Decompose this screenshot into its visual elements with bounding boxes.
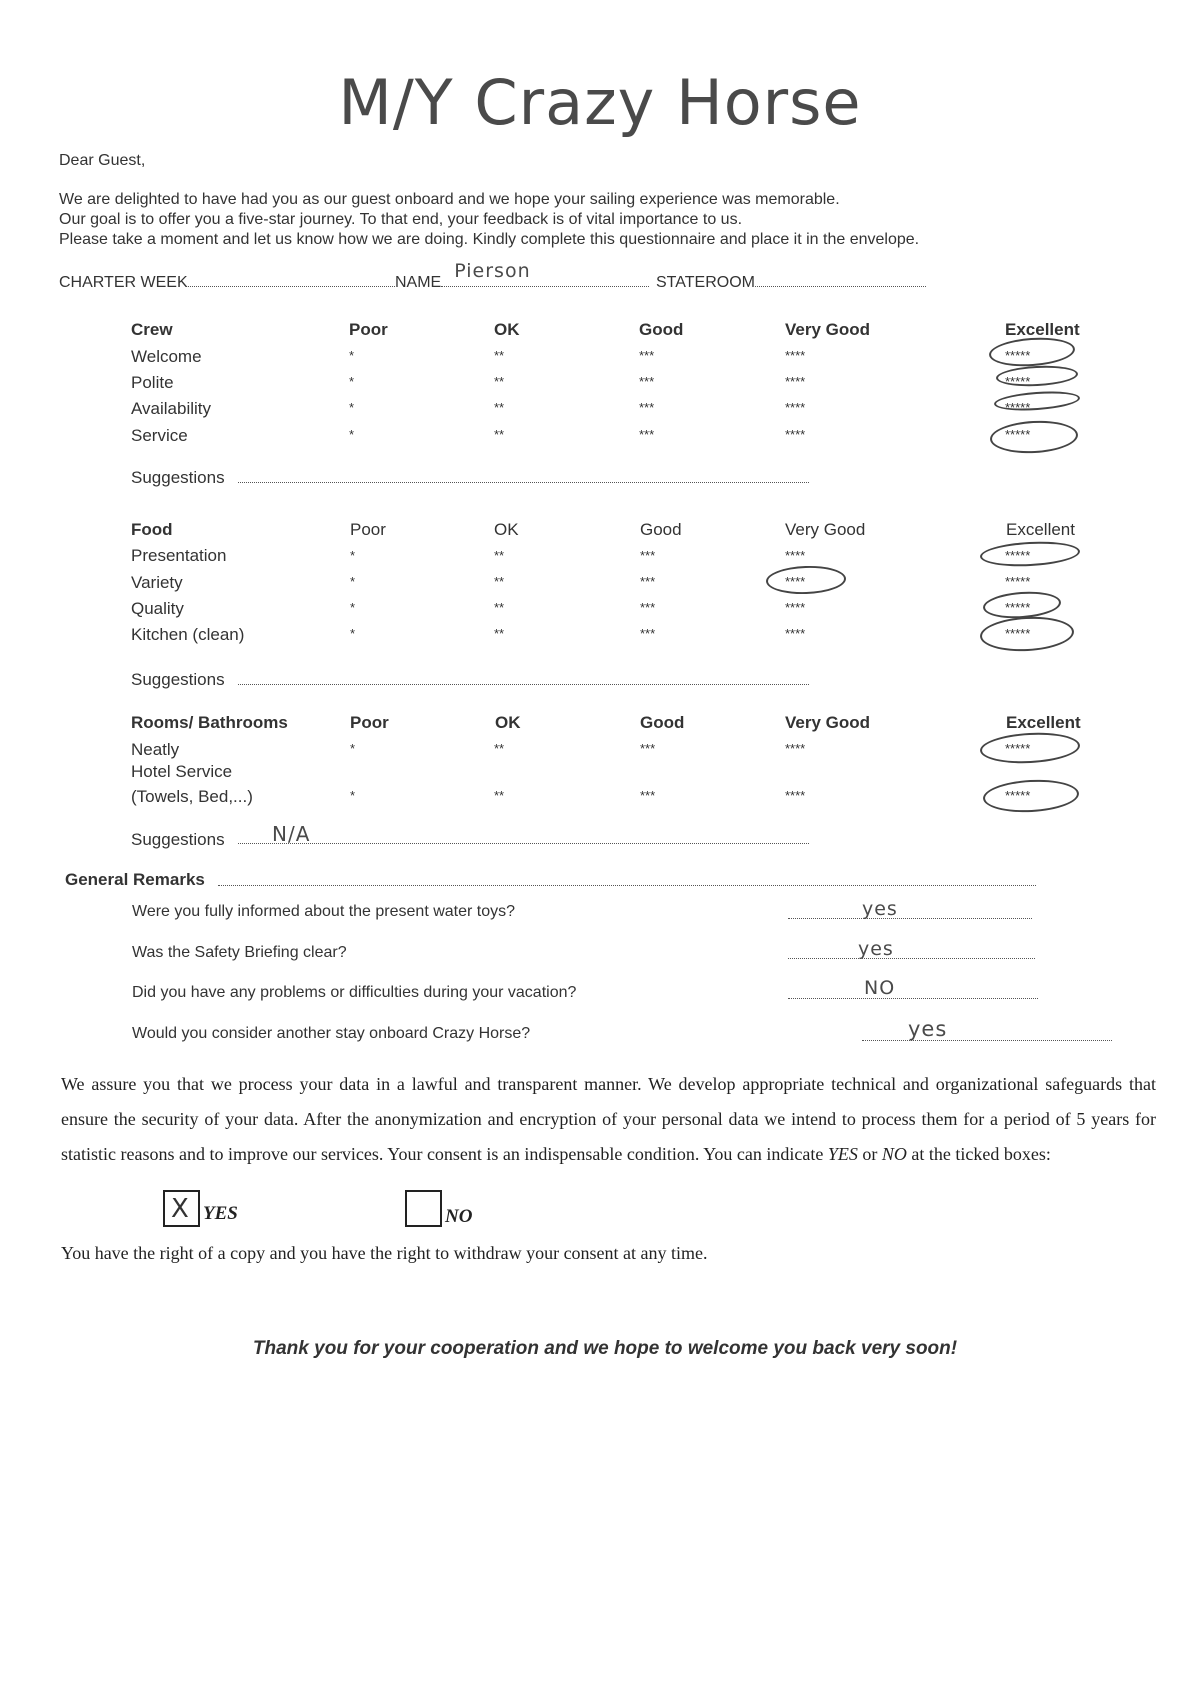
- star-option[interactable]: ***: [639, 400, 655, 415]
- selection-circle: [989, 419, 1079, 456]
- star-option[interactable]: **: [494, 574, 505, 589]
- answer-another-stay: yes: [908, 1017, 948, 1041]
- crew-row-service: Service: [131, 426, 188, 445]
- name-label: NAME: [395, 274, 442, 291]
- rooms-suggestions-input[interactable]: [238, 843, 809, 844]
- star-option[interactable]: *****: [1005, 741, 1031, 756]
- col-ok: OK: [494, 320, 520, 339]
- star-option[interactable]: *: [349, 427, 355, 442]
- check-mark: X: [171, 1194, 190, 1224]
- rooms-row-hotel-service-sub: (Towels, Bed,...): [131, 787, 253, 806]
- data-consent-text: [61, 1067, 1156, 1172]
- col-very-good: Very Good: [785, 713, 871, 732]
- star-option[interactable]: ****: [785, 788, 806, 803]
- star-option[interactable]: ***: [640, 626, 656, 641]
- star-option[interactable]: **: [494, 548, 505, 563]
- consent-yes-checkbox[interactable]: [163, 1190, 200, 1227]
- star-option[interactable]: *: [350, 626, 356, 641]
- crew-row-polite: Polite: [131, 373, 174, 392]
- star-option[interactable]: *: [350, 600, 356, 615]
- intro-line: Please take a moment and let us know how we are doing. Kindly complete this questionnaire and place it in the envelope.: [59, 231, 920, 248]
- food-row-kitchen: Kitchen (clean): [131, 625, 245, 644]
- food-row-presentation: Presentation: [131, 546, 227, 565]
- stateroom-field[interactable]: [656, 272, 926, 292]
- consent-or-word: or: [862, 1144, 878, 1164]
- col-very-good: Very Good: [785, 520, 866, 539]
- answer-safety-briefing: yes: [858, 938, 894, 960]
- consent-no-word: NO: [881, 1144, 907, 1164]
- answer-problems: NO: [864, 977, 896, 999]
- star-option[interactable]: *****: [1005, 400, 1031, 415]
- food-row-variety: Variety: [131, 573, 183, 592]
- thank-you-note: Thank you for your cooperation and we hope to welcome you back very soon!: [252, 1338, 958, 1359]
- col-good: Good: [640, 520, 682, 539]
- consent-paragraph: We assure you that we process your data in a lawful and transparent manner. We develop appropriate technical and organizational safeguards that ensure the security of your data. After the anonymization and encryption of your personal data we intend to process them for a period of 5 years for statistic reasons and to improve our services. Your consent is an indispensable condition. You can indicate: [61, 1074, 1156, 1164]
- crew-section-title: Crew: [131, 320, 173, 339]
- name-field[interactable]: [395, 260, 649, 292]
- crew-suggestions-input[interactable]: [238, 482, 809, 483]
- question-water-toys: Were you fully informed about the present water toys?: [132, 903, 516, 920]
- star-option[interactable]: ***: [639, 374, 655, 389]
- answer-line[interactable]: [862, 1040, 1112, 1041]
- star-option[interactable]: *: [350, 788, 356, 803]
- star-option[interactable]: *****: [1005, 427, 1031, 442]
- stateroom-label: STATEROOM: [656, 274, 755, 291]
- star-option[interactable]: **: [494, 788, 505, 803]
- star-option[interactable]: ****: [785, 400, 806, 415]
- consent-tail: at the ticked boxes:: [911, 1144, 1051, 1164]
- food-suggestions-label: Suggestions: [131, 670, 225, 689]
- consent-yes-label: YES: [203, 1203, 238, 1224]
- star-option[interactable]: ***: [639, 427, 655, 442]
- selection-circle: [988, 335, 1076, 369]
- star-option[interactable]: ***: [640, 788, 656, 803]
- selection-circle: [766, 565, 847, 596]
- star-option[interactable]: ****: [785, 574, 806, 589]
- answer-line[interactable]: [788, 958, 1035, 959]
- selection-circle: [982, 778, 1080, 815]
- star-option[interactable]: *****: [1005, 600, 1031, 615]
- general-remarks-input[interactable]: [218, 885, 1036, 886]
- intro-line: Our goal is to offer you a five-star journey. To that end, your feedback is of vital importance to us.: [59, 211, 743, 228]
- question-another-stay: Would you consider another stay onboard Crazy Horse?: [132, 1025, 531, 1042]
- col-excellent: Excellent: [1006, 520, 1075, 539]
- crew-suggestions-label: Suggestions: [131, 468, 225, 487]
- name-input[interactable]: [441, 260, 649, 287]
- greeting: Dear Guest,: [59, 152, 146, 169]
- stateroom-input[interactable]: [755, 272, 926, 287]
- charter-week-field[interactable]: [59, 272, 395, 292]
- star-option[interactable]: *****: [1005, 574, 1031, 589]
- star-option[interactable]: *: [349, 400, 355, 415]
- star-option[interactable]: ****: [785, 600, 806, 615]
- col-excellent: Excellent: [1005, 320, 1080, 339]
- star-option[interactable]: *: [350, 574, 356, 589]
- consent-no-checkbox[interactable]: [405, 1190, 442, 1227]
- name-value: Pierson: [454, 260, 531, 282]
- selection-circle: [996, 364, 1079, 388]
- star-option[interactable]: ***: [640, 741, 656, 756]
- col-poor: Poor: [350, 520, 386, 539]
- selection-circle: [979, 730, 1080, 765]
- question-problems: Did you have any problems or difficulties during your vacation?: [132, 984, 577, 1001]
- star-option[interactable]: *****: [1005, 548, 1031, 563]
- col-excellent: Excellent: [1006, 713, 1081, 732]
- rooms-row-hotel-service: Hotel Service: [131, 762, 233, 781]
- consent-no-label: NO: [445, 1206, 473, 1227]
- star-option[interactable]: *: [350, 548, 356, 563]
- star-option[interactable]: ****: [785, 348, 806, 363]
- star-option[interactable]: ****: [785, 374, 806, 389]
- star-option[interactable]: *****: [1005, 348, 1031, 363]
- rooms-row-neatly: Neatly: [131, 740, 180, 759]
- answer-water-toys: yes: [862, 898, 898, 920]
- intro-text: [59, 190, 919, 250]
- selection-circle: [993, 389, 1080, 413]
- star-option[interactable]: *: [349, 374, 355, 389]
- charter-week-label: CHARTER WEEK: [59, 274, 188, 291]
- star-option[interactable]: **: [494, 374, 505, 389]
- star-option[interactable]: *: [349, 348, 355, 363]
- star-option[interactable]: ****: [785, 548, 806, 563]
- rooms-section-title: Rooms/ Bathrooms: [131, 713, 288, 732]
- food-suggestions-input[interactable]: [238, 684, 809, 685]
- general-remarks-title: General Remarks: [65, 870, 205, 889]
- star-option[interactable]: *****: [1005, 374, 1031, 389]
- star-option[interactable]: *****: [1005, 626, 1031, 641]
- star-option[interactable]: ***: [639, 348, 655, 363]
- answer-line[interactable]: [788, 918, 1032, 919]
- rooms-suggestions-label: Suggestions: [131, 830, 225, 849]
- consent-yes-word: YES: [827, 1144, 858, 1164]
- star-option[interactable]: **: [494, 348, 505, 363]
- intro-line: We are delighted to have had you as our guest onboard and we hope your sailing experience was memorable.: [59, 191, 840, 208]
- star-option[interactable]: ****: [785, 427, 806, 442]
- star-option[interactable]: **: [494, 400, 505, 415]
- col-poor: Poor: [350, 713, 389, 732]
- selection-circle: [979, 615, 1075, 654]
- rooms-suggestions-value: N/A: [272, 822, 311, 846]
- star-option[interactable]: ***: [640, 574, 656, 589]
- col-good: Good: [639, 320, 684, 339]
- star-option[interactable]: **: [494, 427, 505, 442]
- crew-row-availability: Availability: [131, 399, 212, 418]
- star-option[interactable]: ***: [640, 600, 656, 615]
- food-row-quality: Quality: [131, 599, 184, 618]
- crew-row-welcome: Welcome: [131, 347, 202, 366]
- charter-week-input[interactable]: [188, 272, 395, 287]
- selection-circle: [979, 539, 1080, 568]
- food-section-title: Food: [131, 520, 173, 539]
- page-title: M/Y Crazy Horse: [338, 66, 862, 139]
- star-option[interactable]: *****: [1005, 788, 1031, 803]
- star-option[interactable]: **: [494, 626, 505, 641]
- consent-rights: You have the right of a copy and you have the right to withdraw your consent at any time.: [61, 1243, 708, 1263]
- selection-circle: [982, 589, 1062, 620]
- col-poor: Poor: [349, 320, 388, 339]
- star-option[interactable]: *: [350, 741, 356, 756]
- star-option[interactable]: ****: [785, 626, 806, 641]
- col-very-good: Very Good: [785, 320, 871, 339]
- col-ok: OK: [495, 713, 521, 732]
- question-safety-briefing: Was the Safety Briefing clear?: [132, 944, 347, 961]
- star-option[interactable]: **: [494, 600, 505, 615]
- answer-line[interactable]: [788, 998, 1038, 999]
- star-option[interactable]: ***: [640, 548, 656, 563]
- col-ok: OK: [494, 520, 519, 539]
- col-good: Good: [640, 713, 685, 732]
- star-option[interactable]: ****: [785, 741, 806, 756]
- star-option[interactable]: **: [494, 741, 505, 756]
